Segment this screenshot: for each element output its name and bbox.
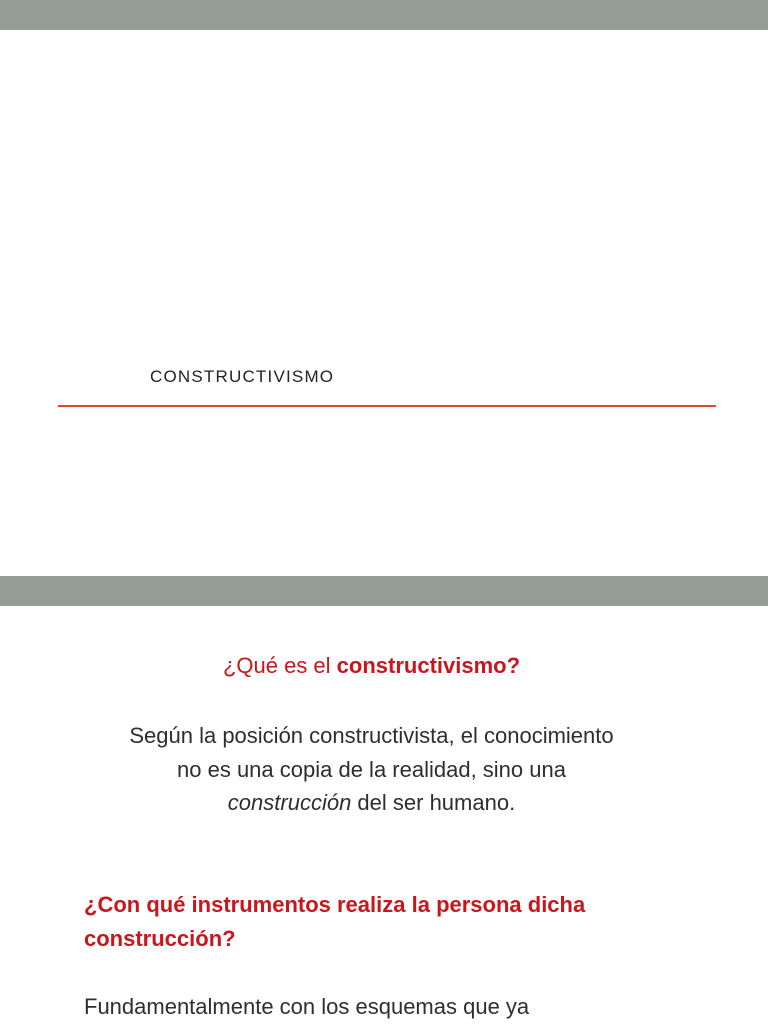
question-heading-prefix: ¿Qué es el [222,653,337,678]
question-2-line: construcción? [84,926,236,951]
question-heading [60,649,683,683]
title-underline [58,405,716,407]
question-2-line: ¿Con qué instrumentos realiza la persona dicha [84,892,586,917]
paragraph-line: no es una copia de la realidad, sino una [177,757,566,782]
slide-separator-bar [0,576,768,606]
answer-line: Fundamentalmente con los esquemas que ya [84,994,530,1019]
question-heading-keyword: constructivismo? [336,653,521,678]
paragraph-line-rest: del ser humano. [351,790,516,815]
paragraph-emphasis: construcción [227,790,352,815]
slide-title: CONSTRUCTIVISMO [150,367,335,386]
paragraph-line: Según la posición constructivista, el conocimiento [129,723,614,748]
slide-top-bar [0,0,768,30]
paragraph-line [60,786,683,820]
